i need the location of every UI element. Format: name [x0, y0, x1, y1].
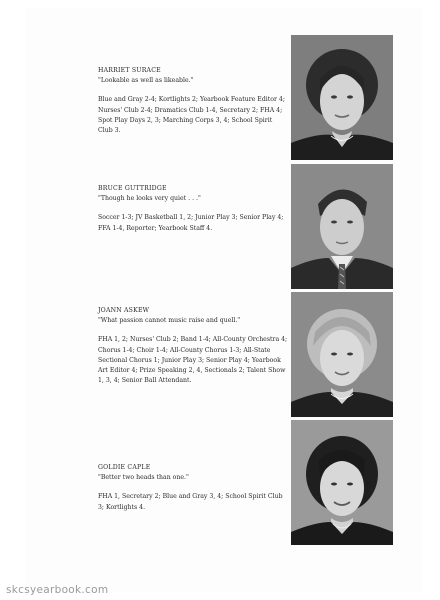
yearbook-page [26, 8, 422, 592]
student-portrait-harriet-surace [291, 35, 393, 160]
student-activities: Blue and Gray 2-4; Kortlights 2; Yearbook Feature Editor 4; Nurses' Club 2-4; Dramatics Club 1-4, Secretary 2; FHA 4; Spot Play Days 2, 3; Marching Corps 3, 4; School Spirit Club 3. [98, 96, 285, 135]
student-portrait-joann-askew [291, 292, 393, 417]
student-activities: FHA 1, 2; Nurses' Club 2; Band 1-4; All-County Orchestra 4; Chorus 1-4; Choir 1-4; All-County Chorus 1-3; All-State Sectional Chorus 1; Junior Play 3; Senior Play 4; Yearbook Art Editor 4; Prize Speaking 2, 4, Sectionals 2; Talent Show 1, 3, 4; Senior Ball Attendant. [98, 336, 288, 385]
student-entry-goldie-caple [98, 463, 288, 513]
student-activities: Soccer 1-3; JV Basketball 1, 2; Junior Play 3; Senior Play 4; FFA 1-4, Reporter; Yearbook Staff 4. [98, 214, 284, 232]
student-quote: "Though he looks very quiet . . ." [98, 195, 201, 203]
student-activities: FHA 1, Secretary 2; Blue and Gray 3, 4; School Spirit Club 3; Kortlights 4. [98, 493, 283, 511]
student-name: BRUCE GUTTRIDGE [98, 185, 167, 192]
student-name: HARRIET SURACE [98, 67, 161, 74]
student-name: GOLDIE CAPLE [98, 464, 151, 471]
student-name: JOANN ASKEW [98, 307, 150, 314]
student-entry-harriet-surace [98, 66, 288, 136]
watermark-text: skcsyearbook.com [6, 584, 109, 596]
student-quote: "What passion cannot music raise and quell." [98, 317, 241, 325]
student-portrait-bruce-guttridge [291, 164, 393, 289]
student-portrait-goldie-caple [291, 420, 393, 545]
student-quote: "Better two heads than one." [98, 474, 189, 482]
student-entry-bruce-guttridge [98, 184, 288, 234]
student-entry-joann-askew [98, 306, 288, 386]
student-quote: "Lookable as well as likeable." [98, 77, 194, 85]
